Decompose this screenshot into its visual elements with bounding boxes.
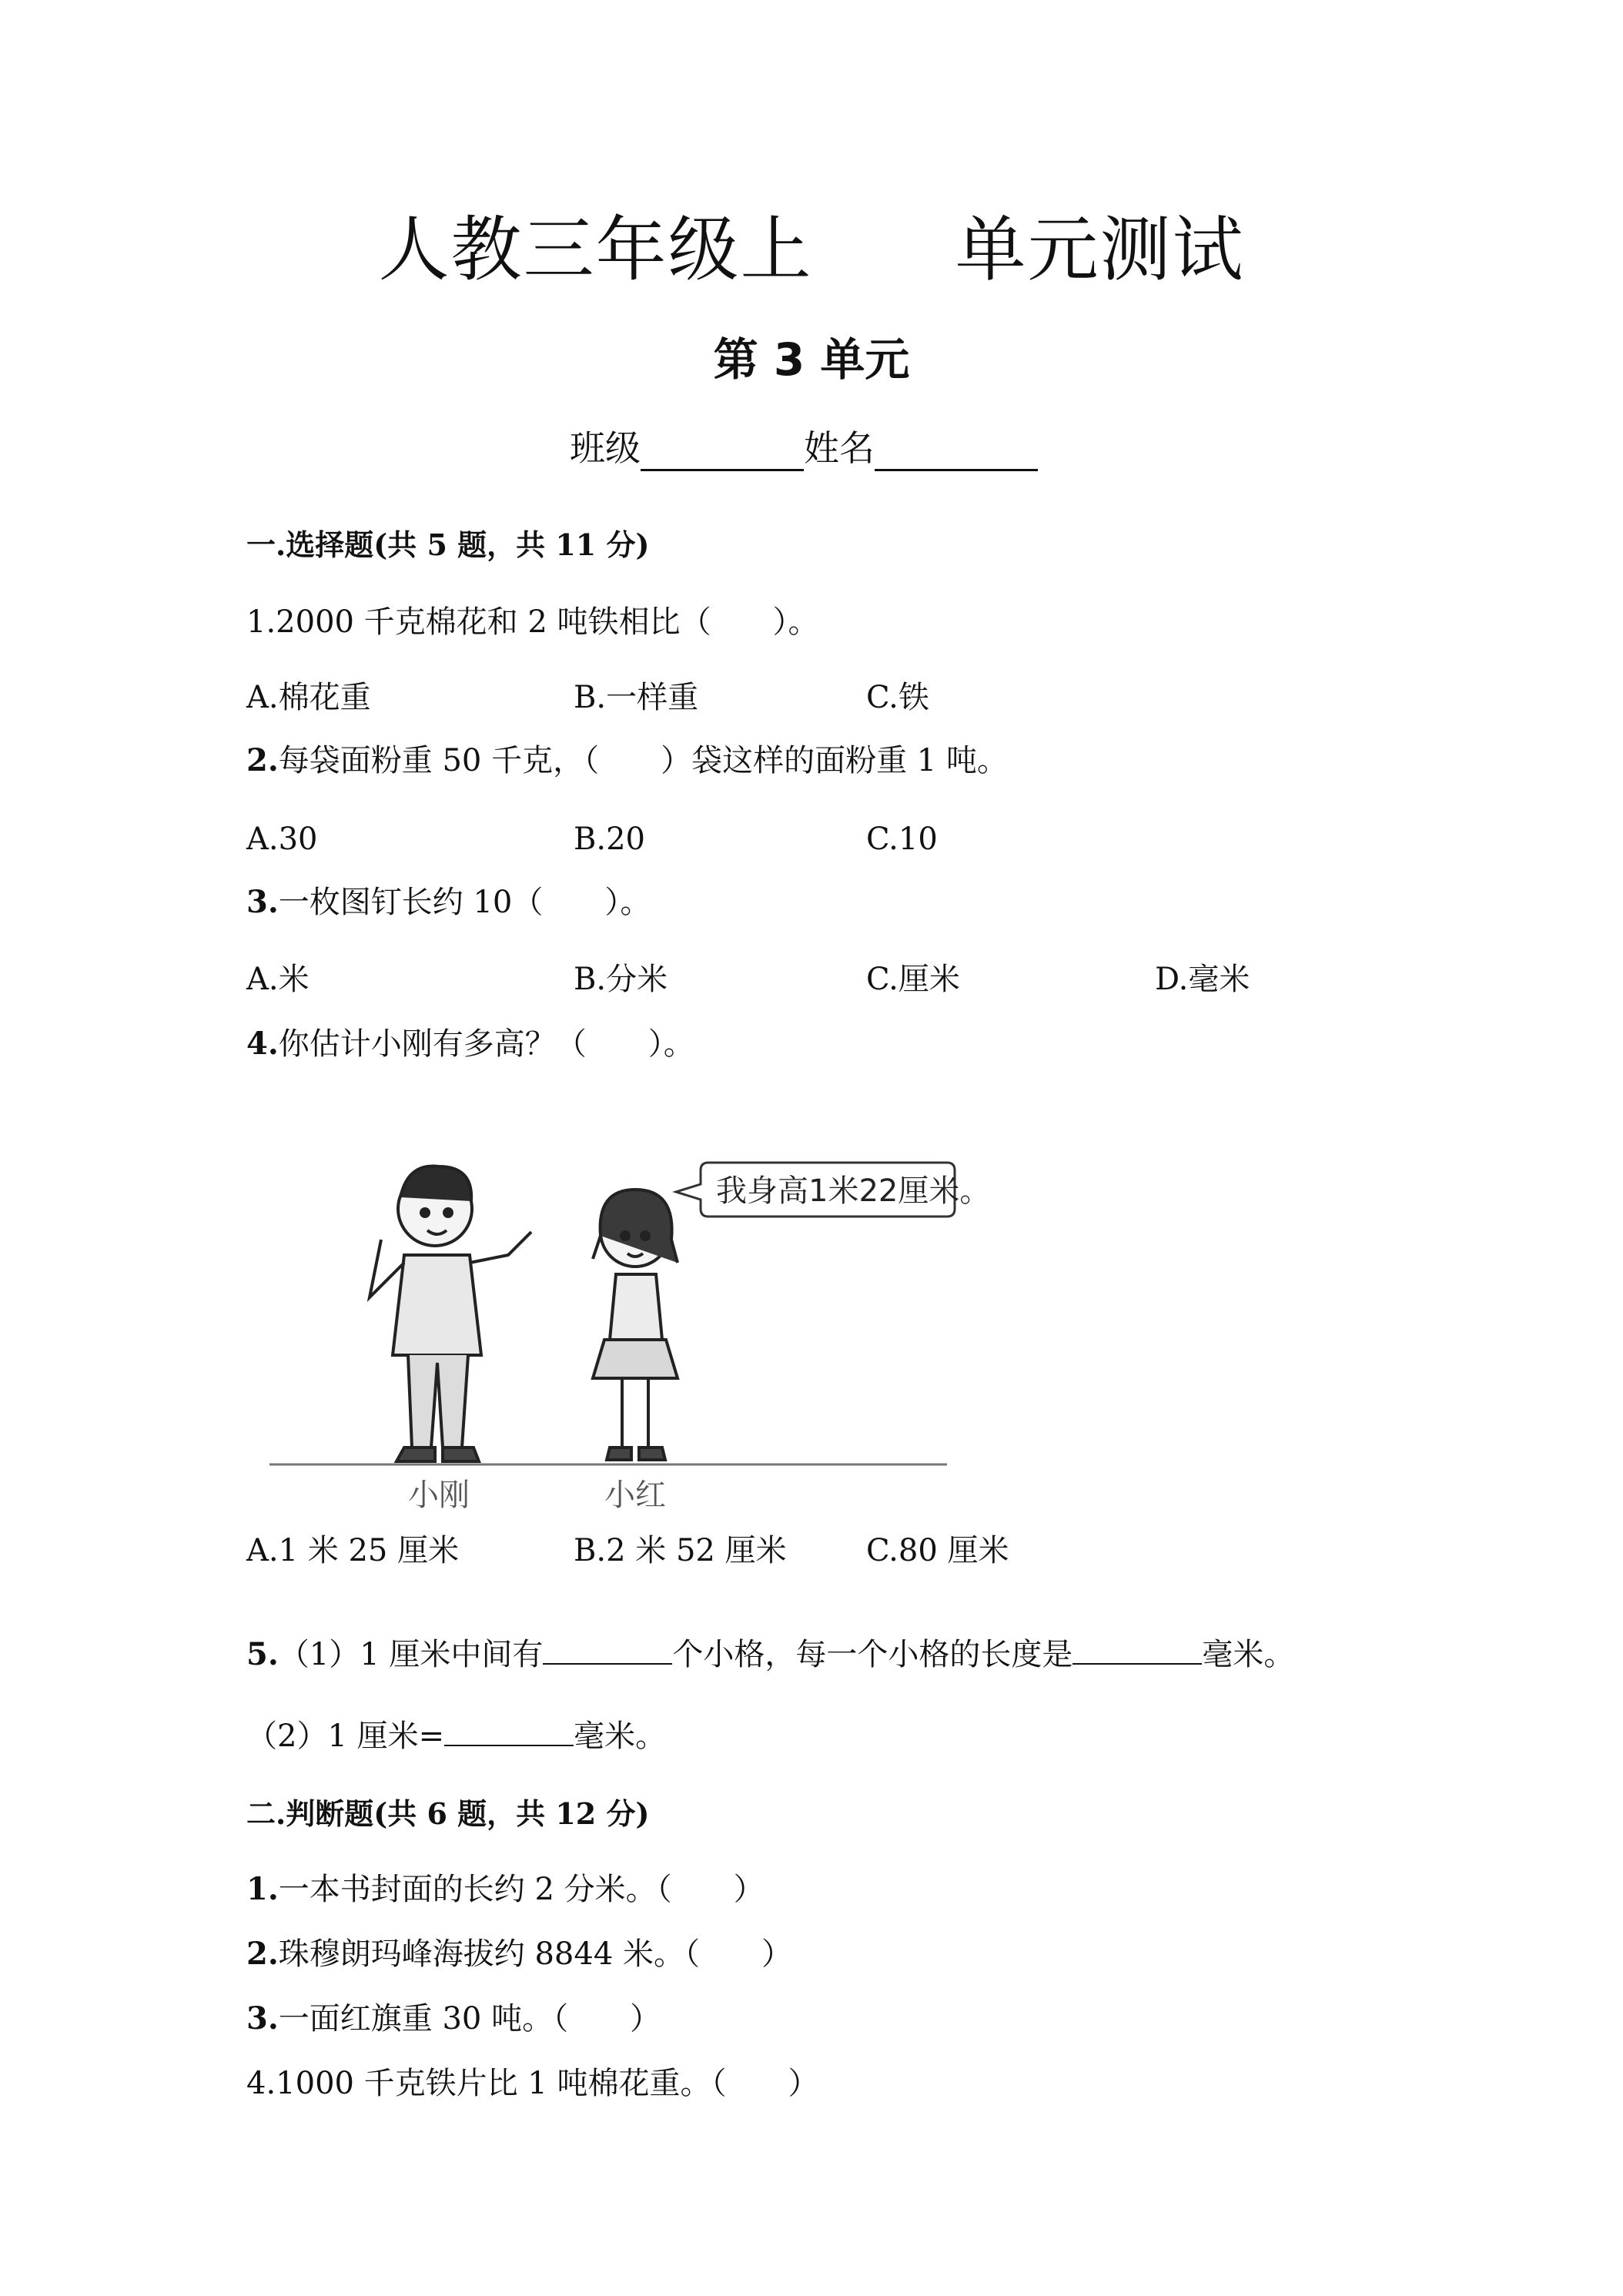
judge-item-4 [246, 2063, 819, 2104]
speech-text: 我身高1米22厘米。 [716, 1173, 991, 1209]
judge-1-text: 一本书封面的长约 2 分米。（ ） [278, 1872, 765, 1907]
q2-option-c[interactable]: C.10 [866, 822, 938, 857]
q3-number: 3. [246, 884, 279, 920]
question-2 [246, 741, 1008, 781]
q3-option-a[interactable]: A.米 [246, 962, 310, 997]
boy-label: 小刚 [408, 1478, 470, 1513]
q4-option-a[interactable]: A.1 米 25 厘米 [246, 1533, 460, 1568]
q2-option-a[interactable]: A.30 [246, 822, 318, 857]
class-field[interactable] [641, 432, 804, 471]
q1-option-a[interactable]: A.棉花重 [246, 680, 371, 715]
q5-number: 5. [246, 1636, 279, 1672]
judge-item-1 [246, 1869, 765, 1909]
q5-part1-a: （1）1 厘米中间有 [278, 1637, 544, 1672]
page-title [0, 208, 1623, 293]
judge-2-text: 珠穆朗玛峰海拔约 8844 米。（ ） [278, 1936, 792, 1972]
q3-option-d[interactable]: D.毫米 [1155, 962, 1250, 997]
name-label: 姓名 [804, 427, 875, 469]
q1-number: 1. [246, 604, 276, 640]
q4-option-c[interactable]: C.80 厘米 [866, 1533, 1009, 1568]
question-4 [246, 1024, 694, 1064]
name-field[interactable] [875, 432, 1038, 471]
student-info [570, 425, 1038, 471]
q4-text: 你估计小刚有多高？（ ）。 [278, 1026, 694, 1062]
speech-bubble [676, 1163, 990, 1217]
question-5 [246, 1634, 1294, 1675]
q4-option-b[interactable]: B.2 米 52 厘米 [574, 1533, 787, 1568]
q5-part1-b: 个小格，每一个小格的长度是 [672, 1637, 1073, 1672]
judge-item-3 [246, 1999, 661, 2039]
q3-option-b[interactable]: B.分米 [574, 962, 668, 997]
q5-part2-b: 毫米。 [574, 1719, 667, 1754]
judge-3-number: 3. [246, 2000, 279, 2037]
title-left: 人教三年级上 [378, 209, 813, 291]
q4-number: 4. [246, 1026, 279, 1062]
section1-heading: 一.选择题(共 5 题，共 11 分) [246, 527, 650, 562]
q2-number: 2. [246, 742, 279, 778]
q3-text: 一枚图钉长约 10（ ）。 [278, 885, 651, 920]
q2-option-b[interactable]: B.20 [574, 822, 646, 857]
q5-blank-3[interactable] [444, 1715, 574, 1746]
class-label: 班级 [570, 427, 641, 469]
unit-subtitle: 第 3 单元 [713, 333, 910, 386]
q2-text: 每袋面粉重 50 千克，（ ）袋这样的面粉重 1 吨。 [278, 743, 1008, 778]
question-3 [246, 882, 651, 922]
judge-1-number: 1. [246, 1871, 279, 1907]
girl-figure [593, 1190, 678, 1460]
q5-part1-c: 毫米。 [1202, 1637, 1295, 1672]
section2-heading: 二.判断题(共 6 题，共 12 分) [246, 1796, 650, 1831]
question-5-part2 [246, 1715, 666, 1756]
judge-4-number: 4. [246, 2066, 276, 2101]
height-illustration [254, 1132, 991, 1517]
q3-option-c[interactable]: C.厘米 [866, 962, 960, 997]
title-right: 单元测试 [955, 209, 1245, 291]
judge-3-text: 一面红旗重 30 吨。（ ） [278, 2001, 661, 2037]
q1-text: 2000 千克棉花和 2 吨铁相比（ ）。 [276, 604, 819, 640]
q5-blank-1[interactable] [543, 1634, 672, 1665]
q5-blank-2[interactable] [1073, 1634, 1202, 1665]
question-1 [246, 602, 819, 642]
boy-figure [370, 1166, 531, 1462]
q1-option-c[interactable]: C.铁 [866, 680, 929, 715]
q1-option-b[interactable]: B.一样重 [574, 680, 699, 715]
girl-label: 小红 [604, 1478, 666, 1513]
judge-4-text: 1000 千克铁片比 1 吨棉花重。（ ） [276, 2066, 819, 2101]
q5-part2-a: （2）1 厘米= [246, 1719, 445, 1754]
judge-2-number: 2. [246, 1936, 279, 1972]
judge-item-2 [246, 1934, 792, 1974]
